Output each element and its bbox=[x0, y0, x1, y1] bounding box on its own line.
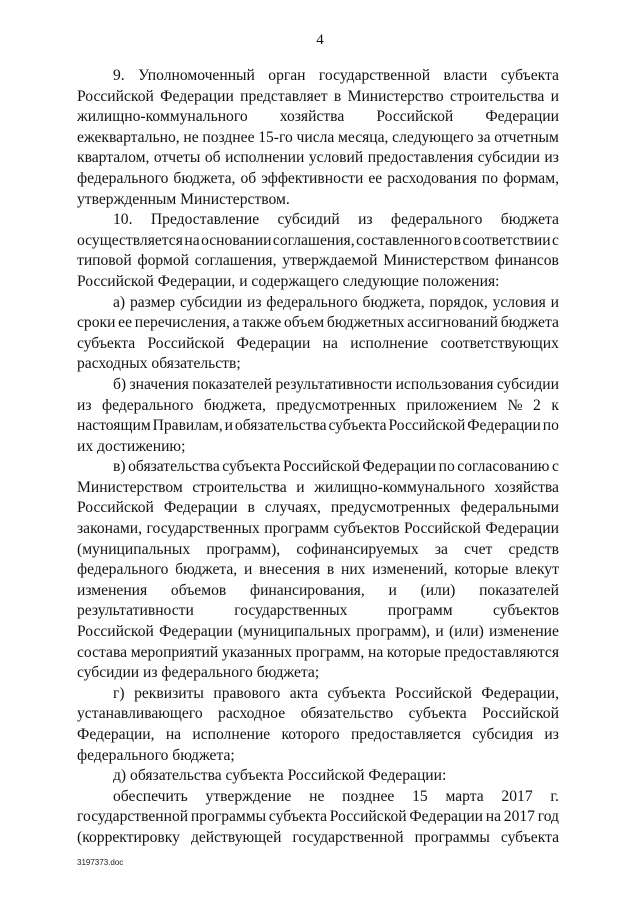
text-line bbox=[77, 601, 559, 622]
word: хозяйства bbox=[279, 108, 345, 126]
text-line bbox=[77, 787, 559, 808]
word: изменение bbox=[489, 623, 559, 641]
word: финансирования, bbox=[249, 581, 365, 599]
text-line bbox=[77, 251, 559, 272]
word: исполнение bbox=[350, 334, 429, 352]
word: соответствии bbox=[462, 231, 551, 249]
word: устанавливающего bbox=[77, 705, 203, 723]
word: бюджета, bbox=[362, 293, 425, 311]
word: об bbox=[240, 169, 257, 187]
text-line bbox=[77, 66, 559, 87]
word: Федерации bbox=[409, 808, 484, 826]
word: средств bbox=[508, 540, 559, 558]
text-line bbox=[77, 375, 559, 396]
text-line bbox=[77, 416, 559, 437]
text-line bbox=[77, 540, 559, 561]
word: соответствующих bbox=[440, 334, 559, 352]
word: случаях, bbox=[264, 499, 321, 517]
word: приложением bbox=[406, 396, 498, 414]
word: обязательства bbox=[128, 458, 220, 476]
word: настоящим bbox=[77, 417, 151, 435]
word: Федерации bbox=[485, 108, 559, 126]
word: позднее bbox=[202, 128, 255, 146]
word: представляет bbox=[240, 87, 328, 105]
word: федерального bbox=[266, 293, 358, 311]
word: их достижению; bbox=[77, 437, 186, 455]
text-line bbox=[77, 313, 559, 334]
word: г) bbox=[113, 684, 125, 702]
word: реквизиты bbox=[134, 684, 204, 702]
word: Российской bbox=[376, 108, 454, 126]
word: расходное bbox=[218, 705, 286, 723]
word: Предоставление bbox=[150, 211, 260, 229]
word: программ), bbox=[206, 540, 281, 558]
word: по bbox=[542, 417, 559, 435]
word: в bbox=[326, 561, 335, 579]
word: Министерством bbox=[77, 478, 183, 496]
word: федерального bbox=[77, 169, 169, 187]
word: государственных bbox=[234, 602, 348, 620]
word: на bbox=[165, 726, 182, 743]
word: на bbox=[367, 643, 384, 661]
word: 15 bbox=[412, 787, 428, 805]
word: субъекта bbox=[500, 828, 559, 846]
text-line bbox=[77, 828, 559, 849]
text-line bbox=[77, 704, 559, 725]
text-line bbox=[77, 457, 559, 478]
text-line bbox=[77, 519, 559, 540]
word: из bbox=[544, 726, 559, 743]
word: федерального бюджета; bbox=[77, 746, 235, 764]
word: субъекта bbox=[327, 684, 386, 702]
text-line bbox=[77, 169, 559, 190]
word: отчеты bbox=[153, 149, 201, 167]
word: Российской bbox=[329, 808, 407, 826]
word: субсидия bbox=[472, 726, 534, 743]
paragraph-pb bbox=[77, 375, 559, 457]
word: строительства bbox=[450, 87, 545, 105]
word: субъекта bbox=[222, 458, 281, 476]
text-line bbox=[77, 128, 559, 149]
word: орган bbox=[268, 67, 306, 84]
word: показателей bbox=[192, 375, 273, 393]
word: Федерации bbox=[163, 499, 238, 517]
word: в bbox=[333, 87, 342, 105]
word: субсидии из федерального бюджета; bbox=[77, 664, 320, 682]
paragraph-p9 bbox=[77, 66, 559, 210]
word: субъекта bbox=[268, 808, 328, 826]
word: указанных bbox=[221, 643, 292, 661]
word: финансов bbox=[494, 252, 559, 270]
word: согласованию bbox=[457, 458, 550, 476]
word: формой bbox=[137, 252, 189, 270]
word: действующей bbox=[190, 828, 282, 846]
text-line bbox=[77, 807, 559, 828]
word: Российской bbox=[395, 684, 472, 702]
word: них bbox=[340, 561, 366, 579]
word: Российской Федерации, и содержащего следующие положения: bbox=[77, 272, 500, 290]
word: состава bbox=[77, 643, 128, 661]
word: а) bbox=[113, 293, 126, 311]
paragraph-p10 bbox=[77, 210, 559, 292]
word: составленного bbox=[356, 231, 453, 249]
word: г. bbox=[550, 787, 559, 805]
word: осуществляется bbox=[77, 231, 183, 249]
word: государственных bbox=[146, 520, 260, 538]
word: программ, bbox=[295, 643, 365, 661]
text-line bbox=[77, 746, 559, 767]
word: Федерации bbox=[159, 623, 233, 641]
word: программы bbox=[190, 808, 267, 826]
word: федеральными bbox=[460, 499, 559, 517]
word: изменений, bbox=[372, 561, 448, 579]
word: объем bbox=[283, 314, 325, 332]
word: 9. bbox=[113, 67, 125, 84]
word: Министерство bbox=[347, 87, 444, 105]
word: на bbox=[322, 334, 338, 352]
word: (муниципальных bbox=[77, 540, 191, 558]
paragraph-pg bbox=[77, 684, 559, 766]
word: месяца, bbox=[338, 128, 389, 146]
word: субъекта bbox=[408, 705, 467, 723]
word: ее bbox=[118, 314, 132, 332]
word: расходных обязательств; bbox=[77, 355, 241, 373]
word: предусмотренных bbox=[276, 396, 397, 414]
word: бюджета bbox=[500, 211, 559, 229]
word: государственной bbox=[77, 808, 189, 826]
word: № bbox=[507, 396, 523, 414]
document-footer: 3197373.doc bbox=[77, 858, 124, 867]
text-line bbox=[77, 581, 559, 602]
page-number: 4 bbox=[316, 32, 324, 48]
word: Российской bbox=[77, 499, 154, 517]
word: ежеквартально, bbox=[77, 128, 180, 146]
word: бюджета, bbox=[173, 169, 236, 187]
word: Федерации bbox=[362, 458, 437, 476]
word: ее bbox=[368, 169, 383, 187]
word: порядок, bbox=[429, 293, 488, 311]
word: Федерации bbox=[485, 520, 559, 538]
word: которые bbox=[386, 643, 441, 661]
word: и bbox=[388, 581, 397, 599]
text-line bbox=[77, 560, 559, 581]
word: из bbox=[77, 396, 92, 414]
word: обязательство bbox=[300, 705, 394, 723]
word: сроки bbox=[77, 314, 116, 332]
word: (муниципальных bbox=[237, 623, 352, 641]
word: бюджетных bbox=[326, 314, 405, 332]
word: субсидий bbox=[277, 211, 340, 229]
word: по bbox=[438, 458, 455, 476]
word: не bbox=[309, 787, 325, 805]
word: изменения bbox=[77, 581, 148, 599]
word: внесения bbox=[259, 561, 321, 579]
word: кварталом, bbox=[77, 149, 150, 167]
word: утверждаемой bbox=[282, 252, 378, 270]
word: 15-го bbox=[258, 128, 293, 146]
word: расходования bbox=[387, 169, 477, 187]
word: соглашения, bbox=[272, 231, 355, 249]
word: из bbox=[358, 211, 373, 229]
word: об bbox=[204, 149, 221, 167]
word: акта bbox=[289, 684, 319, 702]
word: 10. bbox=[113, 211, 133, 229]
word: в bbox=[247, 499, 255, 517]
text-line bbox=[77, 684, 559, 705]
text-line bbox=[77, 643, 559, 664]
word: субъекта bbox=[77, 334, 136, 352]
word: федерального bbox=[391, 211, 483, 229]
word: программ bbox=[264, 520, 330, 538]
word: субсидии bbox=[477, 149, 540, 167]
word: соглашения, bbox=[194, 252, 277, 270]
word: субсидии bbox=[496, 375, 559, 393]
word: власти bbox=[443, 67, 488, 84]
word: результативности bbox=[77, 602, 194, 620]
word: Министерством bbox=[383, 252, 489, 270]
text-line bbox=[77, 437, 559, 458]
word: и bbox=[435, 623, 444, 641]
text-line bbox=[77, 87, 559, 108]
word: ассигнований bbox=[407, 314, 499, 332]
word: использования bbox=[395, 375, 494, 393]
word: перечисления, bbox=[134, 314, 230, 332]
text-line bbox=[77, 231, 559, 252]
word: Российской bbox=[77, 87, 154, 105]
word: Федерации bbox=[160, 87, 234, 105]
word: Федерации bbox=[236, 334, 311, 352]
word: программы bbox=[414, 828, 490, 846]
text-line bbox=[77, 478, 559, 499]
word: Правилам, bbox=[152, 417, 223, 435]
word: объемов bbox=[170, 581, 227, 599]
word: значения bbox=[129, 375, 189, 393]
word: Федерации bbox=[467, 417, 541, 435]
word: законами, bbox=[77, 520, 143, 538]
word: Уполномоченный bbox=[138, 67, 255, 84]
word: обеспечить bbox=[113, 787, 188, 805]
word: и bbox=[550, 87, 559, 105]
word: Российской bbox=[403, 520, 481, 538]
word: исполнение bbox=[192, 726, 271, 743]
word: в bbox=[453, 231, 462, 249]
word: которые bbox=[454, 561, 509, 579]
word: бюджета, bbox=[203, 396, 266, 414]
word: типовой bbox=[77, 252, 132, 270]
word: софинансируемых bbox=[296, 540, 419, 558]
word: исполнении bbox=[225, 149, 305, 167]
word: предоставляются bbox=[444, 643, 559, 661]
word: жилищно-коммунального bbox=[314, 478, 485, 496]
word: б) bbox=[113, 375, 127, 393]
word: из bbox=[544, 149, 559, 167]
word: федерального bbox=[77, 561, 169, 579]
word: следующего bbox=[392, 128, 474, 146]
word: показателей bbox=[479, 581, 559, 599]
word: к bbox=[551, 396, 559, 414]
text-line bbox=[77, 334, 559, 355]
word: Федерации, bbox=[481, 684, 559, 702]
word: правового bbox=[213, 684, 281, 702]
word: субъекта bbox=[500, 67, 559, 84]
word: результативности bbox=[275, 375, 393, 393]
word: из bbox=[247, 293, 262, 311]
word: и bbox=[550, 293, 559, 311]
word: по bbox=[481, 169, 499, 187]
word: на bbox=[184, 231, 200, 249]
text-line bbox=[77, 663, 559, 684]
text-line bbox=[77, 725, 559, 746]
word: Российской bbox=[482, 705, 559, 723]
word: счет bbox=[464, 540, 493, 558]
text-line bbox=[77, 272, 559, 293]
word: Российской bbox=[388, 417, 466, 435]
text-line bbox=[77, 210, 559, 231]
word: (корректировку bbox=[77, 828, 180, 846]
word: за bbox=[477, 128, 491, 146]
word: субъектов bbox=[493, 602, 559, 620]
word: год bbox=[537, 808, 559, 826]
word: основании bbox=[201, 231, 272, 249]
word: позднее bbox=[342, 787, 395, 805]
text-line bbox=[77, 766, 559, 787]
word: 2017 bbox=[503, 808, 535, 826]
text-line bbox=[77, 396, 559, 417]
word: (или) bbox=[448, 623, 484, 641]
word: не bbox=[183, 128, 199, 146]
word: эффективности bbox=[261, 169, 364, 187]
word: предусмотренных bbox=[330, 499, 451, 517]
word: и bbox=[296, 478, 305, 496]
word: условия bbox=[492, 293, 546, 311]
word: государственной bbox=[292, 828, 404, 846]
word: которого bbox=[281, 726, 340, 743]
word: Российской bbox=[147, 334, 225, 352]
paragraph-pd bbox=[77, 766, 559, 787]
word: предоставляется bbox=[350, 726, 461, 743]
word: условий bbox=[308, 149, 364, 167]
word: в) bbox=[113, 458, 126, 476]
word: размер bbox=[129, 293, 176, 311]
text-line bbox=[77, 148, 559, 169]
word: утверждение bbox=[205, 787, 292, 805]
text-line bbox=[77, 622, 559, 643]
word: субъектов bbox=[333, 520, 400, 538]
word: жилищно-коммунального bbox=[77, 108, 248, 126]
word: отчетным bbox=[494, 128, 559, 146]
word: федерального bbox=[102, 396, 194, 414]
text-line bbox=[77, 293, 559, 314]
text-line bbox=[77, 354, 559, 375]
document-body bbox=[77, 66, 559, 849]
word: с bbox=[552, 231, 559, 249]
text-line bbox=[77, 190, 559, 211]
word: Федерации, bbox=[77, 726, 155, 743]
word: строительства bbox=[192, 478, 287, 496]
word: (или) bbox=[420, 581, 456, 599]
word: государственной bbox=[318, 67, 431, 84]
word: предоставления bbox=[367, 149, 474, 167]
word: влекут bbox=[515, 561, 559, 579]
word: д) обязательства субъекта Российской Федерации: bbox=[113, 767, 447, 785]
word: хозяйства bbox=[494, 478, 559, 496]
word: субсидии bbox=[180, 293, 243, 311]
word: а bbox=[232, 314, 240, 332]
text-line bbox=[77, 498, 559, 519]
word: с bbox=[552, 458, 559, 476]
word: бюджета bbox=[500, 314, 559, 332]
word: обязательства bbox=[234, 417, 327, 435]
word: бюджета, bbox=[175, 561, 238, 579]
paragraph-pe bbox=[77, 787, 559, 849]
paragraph-pv bbox=[77, 457, 559, 684]
word: программ), bbox=[356, 623, 431, 641]
word: субъекта bbox=[328, 417, 387, 435]
word: Российской bbox=[77, 623, 154, 641]
word: числа bbox=[296, 128, 335, 146]
word: марта bbox=[445, 787, 484, 805]
word: на bbox=[485, 808, 502, 826]
word: 2 bbox=[533, 396, 541, 414]
word: формам, bbox=[503, 169, 559, 187]
word: и bbox=[224, 417, 234, 435]
word: 2017 bbox=[501, 787, 533, 805]
word: и bbox=[243, 561, 253, 579]
word: за bbox=[434, 540, 448, 558]
word: программ bbox=[387, 602, 453, 620]
word: утвержденным Министерством. bbox=[77, 190, 290, 208]
word: Российской bbox=[282, 458, 360, 476]
text-line bbox=[77, 107, 559, 128]
word: также bbox=[242, 314, 282, 332]
paragraph-pa bbox=[77, 293, 559, 375]
word: мероприятий bbox=[130, 643, 219, 661]
